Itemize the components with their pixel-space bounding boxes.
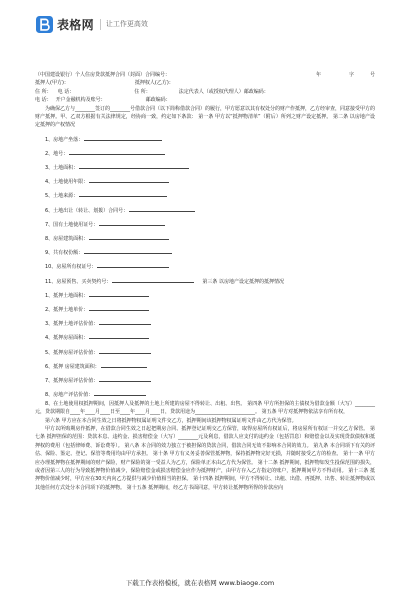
address2-label: 住 所： — [134, 88, 151, 95]
tel-label: 电 话： — [57, 88, 75, 95]
mortgage-item: 4、抵押房屋面积： — [35, 332, 375, 342]
mortgage-item: 1、抵押土地面积： — [35, 290, 375, 300]
property-item: 7、国有土地使用证号： — [35, 219, 375, 229]
property-item: 6、土地出让（转让、划拨）合同号： — [35, 205, 375, 215]
bank-label: 开户金融机构及账号： — [55, 97, 106, 104]
mortgage-item: 8、房地产评估价值： — [35, 389, 375, 399]
header-divider — [100, 19, 101, 30]
postcode-label: 邮政编码： — [145, 97, 171, 104]
property-item: 9、共有权份额： — [35, 247, 375, 257]
clause-paragraph-7-15: 甲方以所购期房作抵押，在借款合同生效之日起把期房合同、抵押登记证明交乙方保管，取得房屋所有权证后，将房屋所有权证一并交乙方保管。 第七条 抵押担保的范围：贷款本息、违约金、损害赔偿金（大写）________元及利息，借款人应支付的违约金（包括罚息）和赔偿金以及实现贷款债权和抵押权的费用（包括律师费、诉讼费等）。 第八条 本合同的效力独立于被担保的贷款合同，借款合同无效不影响本合同的效力。 第九条 本合同项下有关的评估、保险、鉴定、登记、保管等费用均由甲方承担。 第十条 甲方有义务妥善保管抵押物，保持抵押物完好无损，并随时接受乙方的检查。 第十一条 甲方应办理抵押物在抵押期间的财产保险，财产保险的第一受益人为乙方，保险单正本由乙方代为保管。 第十二条 抵押期间，抵押物如发生投保范围的损失，或者因第三人的行为导致抵押物价值减少，保险赔偿金或损害赔偿金应作为抵押财产，由甲方存入乙方指定的账户，抵押期间甲方不得动用。 第十三条 抵押物价值减少时，甲方应在30天内向乙方提供与减少价值相当的担保。 第十四条 抵押期间，甲方不得转让、出租、出借、再抵押、出售、转让抵押物或以其他任何方式处分本合同项下的抵押物。 第十五条 抵押期间，经乙方书面同意，甲方转让抵押物所得的价款应向 — [35, 425, 375, 491]
legal-rep-label: 法定代表人（或授权代理人）邮政编码： — [178, 88, 269, 95]
site-header — [36, 13, 148, 35]
brand-name: 表格网 — [57, 17, 94, 32]
property-item: 10、房屋所有权证号： — [35, 261, 375, 271]
mortgagee-label: 抵押权人(乙方)： — [134, 80, 174, 87]
property-item: 8、房屋建筑面积： — [35, 233, 375, 243]
brand-slogan: 让工作更高效 — [105, 20, 148, 28]
mortgage-item: 6、抵押 房屋建筑面积： — [35, 361, 375, 371]
clause-paragraph-6: 第六条 甲方应在本合同生效之日将抵押物权属证明文件交乙方，抵押期间该抵押物权属证明文件由乙方代为保管。 — [45, 417, 297, 424]
contract-title-line — [35, 71, 375, 79]
address-label: 住 所： — [35, 88, 52, 95]
mortgage-item: 2、抵押土地单价： — [35, 304, 375, 314]
property-items — [35, 134, 375, 286]
biaoge-logo-icon — [36, 16, 53, 33]
party-line — [35, 79, 375, 87]
address-line — [35, 88, 375, 96]
property-item-presale: 11、房屋预售、买卖契约号： 第三条 以房地产设定抵押的抵押情况 — [35, 276, 375, 286]
mortgage-item: 3、抵押土地评估价值： — [35, 318, 375, 328]
mortgage-items — [35, 290, 375, 400]
property-item: 5、土地来源： — [35, 190, 375, 200]
contract-hao-label: 号 — [369, 72, 375, 78]
tel2-label: 电 话： — [35, 97, 52, 104]
contract-year-label: 年 — [315, 72, 321, 78]
footer-note: 下载工作表格模板，就在表格网 www.biaoge.com — [125, 579, 275, 587]
contract-document — [35, 71, 375, 492]
clause-paragraph-4-5: 8、在土地使用权抵押期间，因抵押人及抵押的土地上所建的房屋不得转让、出租、出售。 第四条 甲方所担保的主债权为借款金额（大写）________元，贷款期限自____年____月____日至____年____月____日，贷款用途为________________________。 第五条 甲方对抵押物依法享有所有权， — [35, 400, 375, 416]
mortgage-item: 7、抵押房屋评估价值： — [35, 375, 375, 385]
property-item: 4、土地使用年限： — [35, 176, 375, 186]
bank-line — [35, 96, 375, 104]
property-item: 3、土地面积： — [35, 162, 375, 172]
property-item: 1、房地产坐落： — [35, 134, 375, 144]
preamble-paragraph: 为确保乙方与________签订的________号借款合同（以下简称借款合同）的履行，甲方愿意以其有权处分的财产作抵押，乙方经审查，同意接受甲方的财产抵押。甲、乙双方根据有关法律规定，经协商一致，约定如下条款： 第一条 甲方以“抵押物清单”（附后）所列之财产设定抵押。 第二条 以房地产设定抵押的产权情况 — [35, 105, 376, 129]
contract-title: （中国建设银行）个人住房贷款抵押合同（封面）合同编号： — [35, 72, 171, 78]
contract-zi-label: 字 — [348, 72, 354, 78]
property-item: 2、地号： — [35, 148, 375, 158]
mortgagor-label: 抵押人(甲方)： — [35, 80, 69, 87]
mortgage-item: 5、抵押房屋评估价值： — [35, 347, 375, 357]
